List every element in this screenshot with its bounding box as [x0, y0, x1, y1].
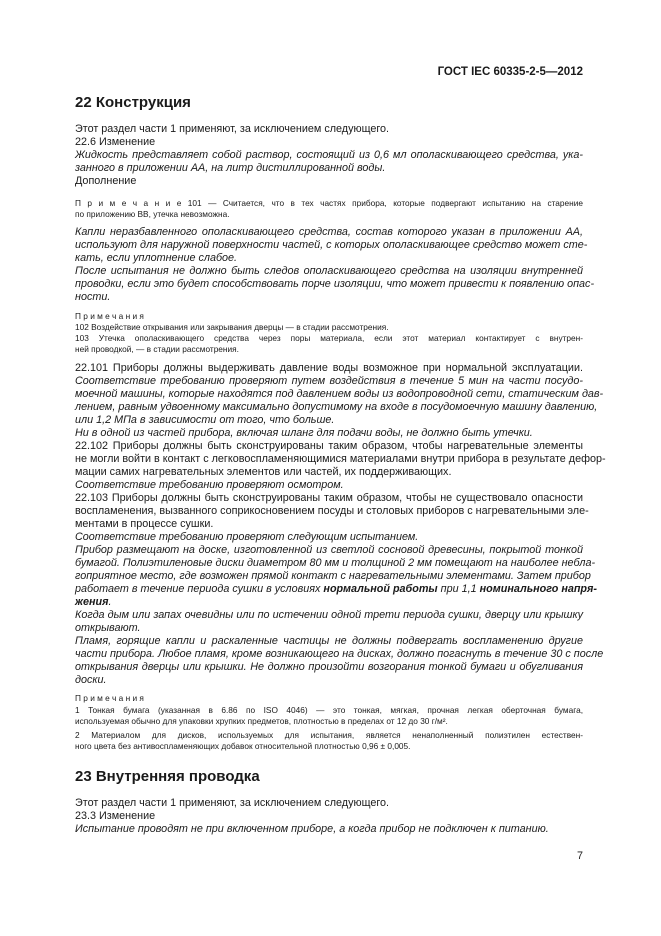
- after-test-paragraph: После испытания не должно быть следов ополаскивающего средства на изоляции внутренней: [75, 265, 583, 277]
- note-1: 1 Тонкая бумага (указанная в 6.86 по ISO 4046) — это тонкая, мягкая, прочная легкая оберточная бумага,: [75, 705, 583, 715]
- clause-22-6-text: Жидкость представляет собой раствор, состоящий из 0,6 мл ополаскивающего средства, ука-: [75, 149, 583, 161]
- note-2: 2 Материалом для дисков, используемых для испытания, является ненаполненный полиэтилен естествен-: [75, 730, 583, 740]
- test-procedure: Прибор размещают на доске, изготовленной из светлой сосновой древесины, покрытой тонкой: [75, 544, 583, 556]
- flame-paragraph: части прибора. Любое пламя, кроме возникающего на дисках, должно погаснуть в течение 30 с после: [75, 648, 604, 660]
- clause-22-102: не могли войти в контакт с легковоспламеняющимися материалами внутри прибора в результате дефор-: [75, 453, 606, 465]
- smoke-paragraph: Когда дым или запах очевидны или по истечении одной трети периода сушки, дверцу или крышку: [75, 609, 583, 621]
- clause-22-101-test: Соответствие требованию проверяют путем воздействия в течение 5 мин на части посудо-: [75, 375, 583, 387]
- flame-paragraph: доски.: [75, 674, 107, 686]
- section-23-intro: Этот раздел части 1 применяют, за исключением следующего.: [75, 797, 390, 809]
- clause-22-102-check: Соответствие требованию проверяют осмотром.: [75, 479, 344, 491]
- note-103: ней проводкой, — в стадии рассмотрения.: [75, 344, 239, 354]
- clause-22-101-test: лением, равным удвоенному максимально допустимому на входе в посудомоечную машину давлению,: [75, 401, 598, 413]
- clause-22-102: мации самих нагревательных элементов или частей, их поддерживающих.: [75, 466, 452, 478]
- clause-22-6-label: 22.6 Изменение: [75, 136, 156, 148]
- note-103: 103 Утечка ополаскивающего средства через поры материала, если этот материал контактирует с внутрен-: [75, 333, 583, 343]
- clause-22-101-result: Ни в одной из частей прибора, включая шланг для подачи воды, не должно быть утечки.: [75, 427, 533, 439]
- after-test-paragraph: ности.: [75, 291, 111, 303]
- clause-22-101-test: или 1,2 МПа в зависимости от того, что больше.: [75, 414, 335, 426]
- section-23-heading: 23 Внутренняя проводка: [75, 768, 260, 785]
- addition-label: Дополнение: [75, 175, 137, 187]
- clause-22-103: 22.103 Приборы должны быть сконструированы таким образом, чтобы не существовало опасности: [75, 492, 583, 504]
- note-101: по приложению ВВ, утечка невозможна.: [75, 209, 230, 219]
- test-procedure: гоприятное место, где возможен прямой контакт с нагревательными элементами. Затем прибор: [75, 570, 591, 582]
- document-header: ГОСТ IEC 60335-2-5—2012: [437, 66, 583, 78]
- clause-22-102: 22.102 Приборы должны быть сконструированы таким образом, чтобы нагревательные элементы: [75, 440, 583, 452]
- test-procedure: бумагой. Полиэтиленовые диски диаметром 80 мм и толщиной 2 мм помещают на наиболее небла-: [75, 557, 596, 569]
- clause-22-103: ментами в процессе сушки.: [75, 518, 214, 530]
- clause-22-6-text: занного в приложении АА, на литр дистиллированной воды.: [75, 162, 386, 174]
- flame-paragraph: Пламя, горящие капли и раскаленные частицы не должны подвергать воспламенению другие: [75, 635, 583, 647]
- note-1: используемая обычно для упаковки хрупких предметов, плотностью в пределах от 12 до 30 г/м².: [75, 716, 448, 726]
- clause-22-101: 22.101 Приборы должны выдерживать давление воды возможное при нормальной эксплуатации.: [75, 362, 583, 374]
- clause-22-103-check: Соответствие требованию проверяют следующим испытанием.: [75, 531, 419, 543]
- note-101: П р и м е ч а н и е 101 — Считается, что в тех частях прибора, которые подвергают испытанию на старение: [75, 198, 583, 208]
- smoke-paragraph: открывают.: [75, 622, 141, 634]
- section-22-heading: 22 Конструкция: [75, 94, 191, 111]
- drops-paragraph: кать, если уплотнение слабое.: [75, 252, 238, 264]
- after-test-paragraph: проводки, если это будет способствовать порче изоляции, что может привести к появлению опас-: [75, 278, 595, 290]
- clause-23-3-text: Испытание проводят не при включенном приборе, а когда прибор не подключен к питанию.: [75, 823, 549, 835]
- clause-23-3-label: 23.3 Изменение: [75, 810, 156, 822]
- section-22-intro: Этот раздел части 1 применяют, за исключением следующего.: [75, 123, 390, 135]
- drops-paragraph: Капли неразбавленного ополаскивающего средства, состав которого указан в приложении АА,: [75, 226, 583, 238]
- notes-title: П р и м е ч а н и я: [75, 693, 144, 703]
- clause-22-101-test: моечной машины, которые находятся под давлением воды из водопроводной сети, статическим дав-: [75, 388, 604, 400]
- test-procedure: жения.: [75, 596, 112, 608]
- drops-paragraph: используют для наружной поверхности частей, с которых ополаскивающее средство может сте-: [75, 239, 588, 251]
- note-102: 102 Воздействие открывания или закрывания дверцы — в стадии рассмотрения.: [75, 322, 389, 332]
- note-2: ного цвета без антивоспламеняющих добавок относительной плотностью 0,96 ± 0,005.: [75, 741, 411, 751]
- clause-22-103: воспламенения, вызванного соприкосновением посуды и столовых приборов с нагревательными эле-: [75, 505, 589, 517]
- page-number: 7: [576, 850, 583, 862]
- test-procedure: работает в течение периода сушки в условиях нормальной работы при 1,1 номинального напря-: [75, 583, 597, 595]
- notes-title: П р и м е ч а н и я: [75, 311, 144, 321]
- flame-paragraph: открывания дверцы или крышки. Не должно произойти возгорания тонкой бумаги и обугливания: [75, 661, 583, 673]
